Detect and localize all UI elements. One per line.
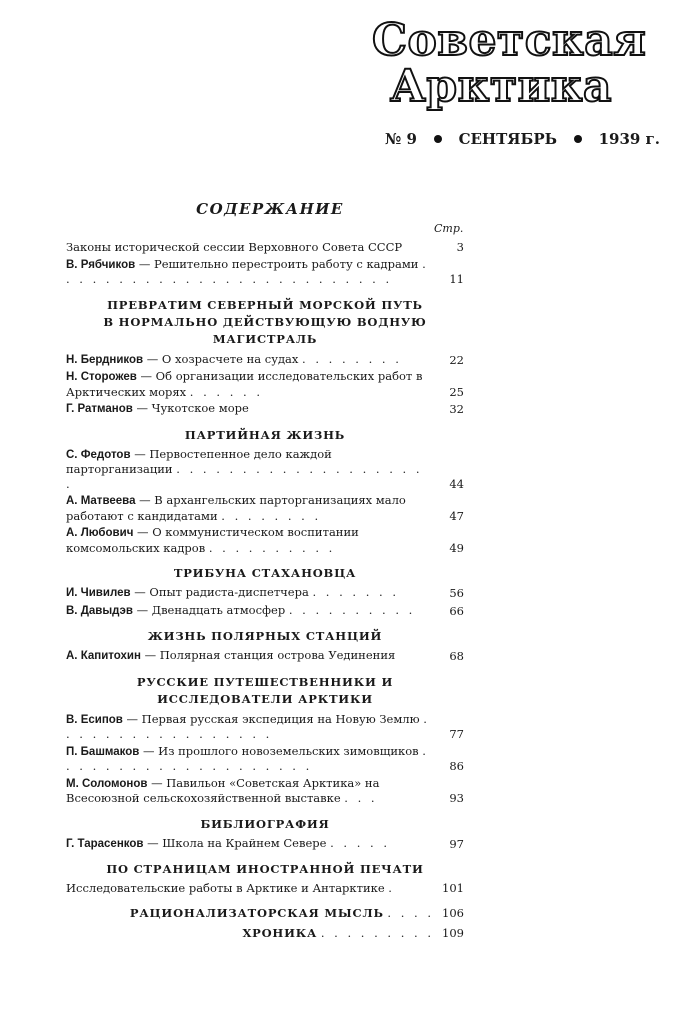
issue-month: СЕНТЯБРЬ <box>458 130 557 148</box>
entry-page: 11 <box>449 272 464 286</box>
entry-title: — Об организации исследовательских работ в Арктических морях <box>66 369 423 399</box>
entry-page: 25 <box>449 384 464 399</box>
entry-author: А. Капитохин <box>66 650 141 662</box>
entry-page: 86 <box>449 759 464 773</box>
entry-author: С. Федотов <box>66 448 131 461</box>
entry-page: 56 <box>449 586 464 600</box>
magazine-masthead <box>372 15 662 112</box>
entry-author: Н. Сторожев <box>66 371 137 383</box>
entry-title: — Полярная станция острова Уединения <box>144 648 396 662</box>
table-of-contents <box>66 240 464 943</box>
entry-title: — Павильон «Советская Арктика» на Всесоюзной сельскохозяйственной выставке <box>66 775 380 805</box>
entry-title: — Первая русская экспедиция на Новую Землю <box>126 711 420 726</box>
entry-title: Законы исторической сессии Верховного Совета СССР <box>66 240 403 254</box>
entry-author: Г. Тарасенков <box>66 837 144 850</box>
entry-title: — В архангельских парторганизациях мало работают с кандидатами <box>66 493 406 523</box>
toc-entry[interactable] <box>66 648 464 664</box>
bullet-icon <box>434 135 442 143</box>
entry-title: — Школа на Крайнем Севере <box>147 835 327 850</box>
toc-entry[interactable]: А. Матвеева — В архангельских парторганизациях мало работают с кандидатами . . . . . . . . 47 <box>66 493 464 523</box>
entry-page: 47 <box>449 508 464 523</box>
section-heading-line: В НОРМАЛЬНО ДЕЙСТВУЮЩУЮ ВОДНУЮ <box>103 314 427 329</box>
entry-page: 97 <box>449 836 464 851</box>
entry-title: ХРОНИКА <box>242 926 318 940</box>
entry-title: — Чукотское море <box>136 401 249 415</box>
toc-entry[interactable]: Н. Бердников — О хозрасчете на судах . . . . . . . . 22 <box>66 351 464 367</box>
entry-title: — О коммунистическом воспитании комсомольских кадров <box>66 525 359 555</box>
toc-entry[interactable]: Н. Сторожев — Об организации исследовательских работ в Арктических морях . . . . . . 25 <box>66 369 464 399</box>
toc-entry[interactable]: Исследовательские работы в Арктике и Антарктике . 101 <box>66 881 464 895</box>
entry-page: 44 <box>449 476 464 491</box>
entry-title: Исследовательские работы в Арктике и Антарктике <box>66 881 385 895</box>
section-heading-line: РУССКИЕ ПУТЕШЕСТВЕННИКИ И <box>136 674 394 689</box>
section-heading-line: ПРЕВРАТИМ СЕВЕРНЫЙ МОРСКОЙ ПУТЬ <box>107 297 423 312</box>
entry-author: М. Соломонов <box>66 777 148 790</box>
toc-entry[interactable]: РАЦИОНАЛИЗАТОРСКАЯ МЫСЛЬ . . . . 106 <box>129 905 464 920</box>
toc-entry[interactable] <box>66 240 464 255</box>
section-heading: ЖИЗНЬ ПОЛЯРНЫХ СТАНЦИЙ <box>147 629 383 643</box>
issue-line <box>385 130 660 148</box>
entry-author: П. Башмаков <box>66 745 140 758</box>
toc-entry[interactable]: В. Давыдэв — Двенадцать атмосфер . . . . . . . . . . 66 <box>66 602 464 618</box>
entry-page: 101 <box>442 881 464 895</box>
section-heading: ТРИБУНА СТАХАНОВЦА <box>173 566 357 580</box>
entry-author: В. Рябчиков <box>66 258 136 271</box>
entry-title: — Двенадцать атмосфер <box>136 602 286 617</box>
entry-author: В. Давыдэв <box>66 604 133 617</box>
entry-page: 77 <box>449 727 464 741</box>
toc-entry[interactable]: В. Рябчиков — Решительно перестроить работу с кадрами . . . . . . . . . . . . . . . . . . . . . . . . . . 11 <box>66 256 464 286</box>
entry-title: — Из прошлого новоземельских зимовщиков <box>143 743 419 758</box>
entry-title: — Опыт радиста-диспетчера <box>134 585 309 599</box>
entry-author: А. Любович <box>66 527 134 539</box>
page-column-label: Стр. <box>434 222 464 235</box>
toc-entry[interactable]: П. Башмаков — Из прошлого новоземельских зимовщиков . . . . . . . . . . . . . . . . . . . . 86 <box>66 743 464 773</box>
entry-page: 22 <box>449 352 464 367</box>
toc-entry[interactable]: А. Любович — О коммунистическом воспитании комсомольских кадров . . . . . . . . . . 49 <box>66 525 464 555</box>
entry-page: 106 <box>442 905 464 920</box>
toc-entry[interactable]: М. Соломонов — Павильон «Советская Арктика» на Всесоюзной сельскохозяйственной выставке . . . 93 <box>66 775 464 805</box>
masthead-line-2: Арктика <box>390 61 613 112</box>
toc-entry[interactable]: ХРОНИКА . . . . . . . . . 109 <box>242 926 464 940</box>
entry-page: 93 <box>449 791 464 805</box>
toc-entry[interactable] <box>66 401 464 417</box>
entry-title: — Первостепенное дело каждой парторганизации <box>66 446 332 476</box>
toc-entry[interactable]: И. Чивилев — Опыт радиста-диспетчера . . . . . . . 56 <box>66 585 464 600</box>
entry-author: И. Чивилев <box>66 587 131 599</box>
entry-page: 32 <box>449 402 464 416</box>
entry-page: 109 <box>442 926 464 940</box>
issue-number: № 9 <box>385 130 417 148</box>
section-heading: БИБЛИОГРАФИЯ <box>200 816 330 831</box>
toc-heading: СОДЕРЖАНИЕ <box>196 200 344 218</box>
section-heading: ПАРТИЙНАЯ ЖИЗНЬ <box>184 427 346 442</box>
entry-page: 66 <box>449 603 464 618</box>
entry-page: 68 <box>449 649 464 663</box>
section-heading-line: ИССЛЕДОВАТЕЛИ АРКТИКИ <box>157 691 373 706</box>
toc-entry[interactable]: Г. Тарасенков — Школа на Крайнем Севере . . . . . 97 <box>66 835 464 851</box>
entry-author: Г. Ратманов <box>66 403 133 415</box>
entry-author: Н. Бердников <box>66 353 144 366</box>
section-heading-line: МАГИСТРАЛЬ <box>212 331 318 346</box>
entry-author: А. Матвеева <box>66 495 136 507</box>
bullet-icon <box>574 135 582 143</box>
toc-entry[interactable]: В. Есипов — Первая русская экспедиция на Новую Землю . . . . . . . . . . . . . . . . . 77 <box>66 711 464 741</box>
entry-title: — О хозрасчете на судах <box>146 351 299 366</box>
section-heading: ПО СТРАНИЦАМ ИНОСТРАННОЙ ПЕЧАТИ <box>106 862 424 876</box>
toc-entry[interactable]: С. Федотов — Первостепенное дело каждой парторганизации . . . . . . . . . . . . . . . . . . . . 44 <box>66 446 464 491</box>
issue-year: 1939 г. <box>598 130 660 148</box>
entry-author: В. Есипов <box>66 713 123 726</box>
section-heading <box>66 297 464 348</box>
masthead-line-1: Советская <box>372 15 647 66</box>
entry-title: РАЦИОНАЛИЗАТОРСКАЯ МЫСЛЬ <box>129 905 384 920</box>
section-heading <box>66 674 464 708</box>
entry-title: — Решительно перестроить работу с кадрами <box>138 256 419 271</box>
entry-page: 49 <box>449 540 464 555</box>
entry-page: 3 <box>456 240 464 254</box>
